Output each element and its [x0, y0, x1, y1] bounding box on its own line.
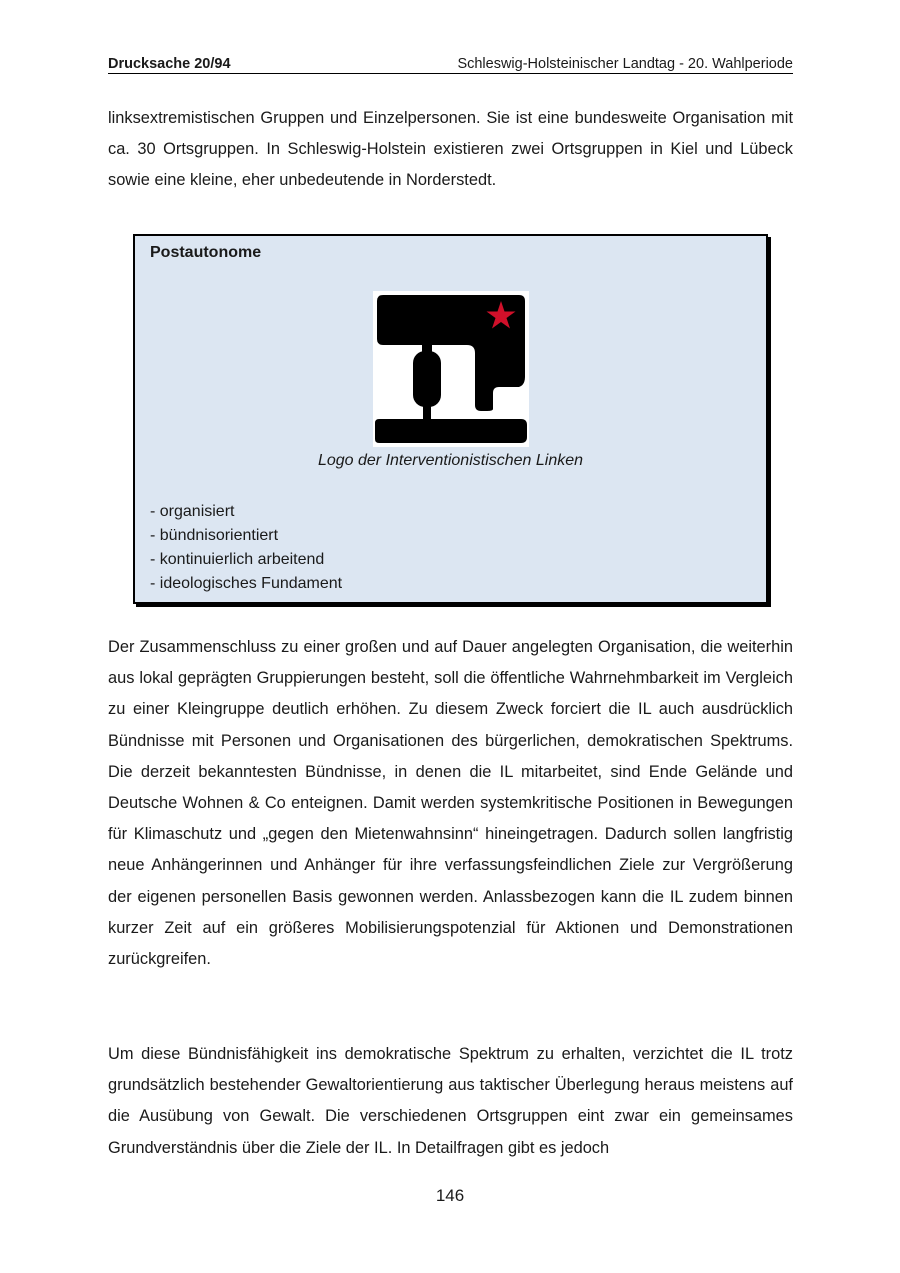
trait-item: - ideologisches Fundament	[150, 575, 343, 592]
logo-caption: Logo der Interventionistischen Linken	[317, 452, 584, 469]
paragraph-alliances: Der Zusammenschluss zu einer großen und auf Dauer angelegten Organisation, die weiterhin aus lokal geprägten Gruppierungen besteht, soll die öffentliche Wahrnehmbarkeit im Vergleich zu einer Kleingruppe deutlich erhöhen. Zu diesem Zweck forciert die IL auch ausdrücklich Bündnisse mit Personen und Organisationen des bürgerlichen, demokratischen Spektrums. Die derzeit bekanntesten Bündnisse, in denen die IL mitarbeitet, sind Ende Gelände und Deutsche Wohnen & Co enteignen. Damit werden systemkritische Positionen in Bewegungen für Klimaschutz und „gegen den Mietenwahnsinn“ hineingetragen. Dadurch sollen langfristig neue Anhängerinnen und Anhänger für ihre verfassungsfeindlichen Ziele zur Vergrößerung der eigenen personellen Basis gewonnen werden. Anlassbezogen kann die IL zudem binnen kurzer Zeit auf ein größeres Mobilisierungspotenzial für Aktionen und Demonstrationen zurückgreifen.	[108, 638, 793, 969]
trait-item: - kontinuierlich arbeitend	[150, 551, 325, 568]
page-number: 146	[435, 1186, 465, 1205]
parliament-title: Schleswig-Holsteinischer Landtag - 20. Wahlperiode	[457, 56, 793, 72]
info-box-postautonome	[133, 234, 768, 604]
document-number: Drucksache 20/94	[108, 56, 231, 72]
trait-item: - organisiert	[150, 503, 235, 520]
logo-graphic	[373, 291, 529, 447]
paragraph-intro: linksextremistischen Gruppen und Einzelpersonen. Sie ist eine bundesweite Organisation mit ca. 30 Ortsgruppen. In Schleswig-Holstein existieren zwei Ortsgruppen in Kiel und Lübeck sowie eine kleine, eher unbedeutende in Norderstedt.	[108, 109, 793, 190]
paragraph-violence: Um diese Bündnisfähigkeit ins demokratische Spektrum zu erhalten, verzichtet die IL trotz grundsätzlich bestehender Gewaltorientierung aus taktischer Überlegung heraus meistens auf die Ausübung von Gewalt. Die verschiedenen Ortsgruppen eint zwar ein gemeinsames Grundverständnis über die Ziele der IL. In Detailfragen gibt es jedoch	[108, 1045, 793, 1157]
page-header	[108, 55, 793, 74]
trait-list	[150, 500, 342, 596]
interventionist-left-logo	[373, 291, 529, 447]
trait-item: - bündnisorientiert	[150, 527, 279, 544]
info-box-title: Postautonome	[150, 244, 262, 261]
